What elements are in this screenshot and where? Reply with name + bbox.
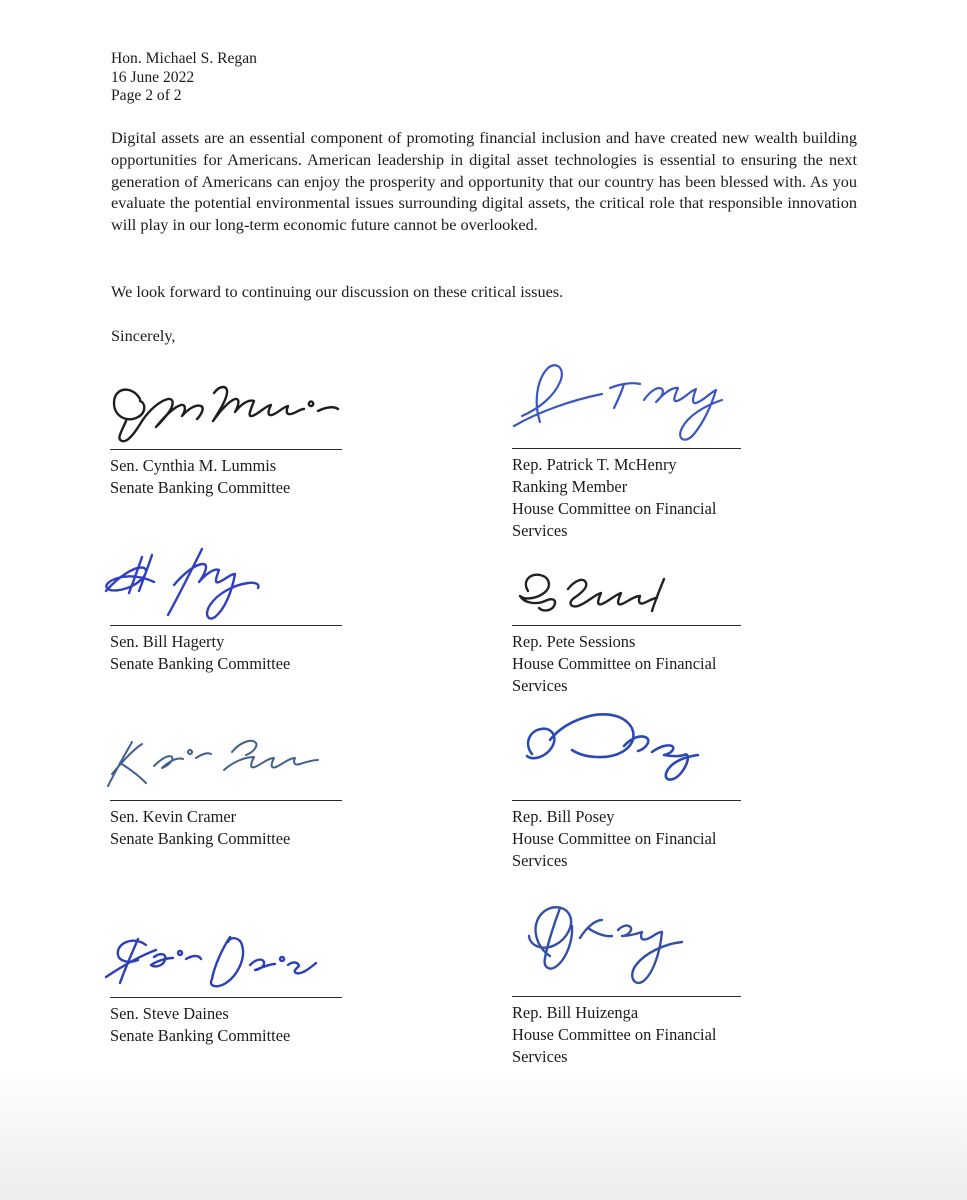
signature-line	[110, 800, 342, 801]
valediction: Sincerely,	[111, 326, 176, 345]
page-number: Page 2 of 2	[111, 87, 182, 105]
closing-paragraph: We look forward to continuing our discussion on these critical issues.	[111, 282, 564, 301]
signature-cynthia-lummis	[106, 373, 344, 447]
signer-name: Sen. Bill Hagerty	[110, 631, 225, 651]
signature-block-huizenga	[512, 996, 741, 1068]
signature-block-sessions	[512, 625, 741, 697]
letter-header	[111, 50, 257, 106]
signer-title: Senate Banking Committee	[110, 477, 291, 497]
signature-block-cramer	[110, 800, 342, 850]
signer-name: Sen. Kevin Cramer	[110, 806, 237, 826]
signature-block-daines	[110, 997, 342, 1047]
recipient-name: Hon. Michael S. Regan	[111, 50, 257, 67]
signer-title: Senate Banking Committee	[110, 1025, 291, 1045]
signer-title: House Committee on Financial Services	[512, 828, 717, 871]
signer-title: House Committee on Financial Services	[512, 653, 717, 696]
signature-block-lummis	[110, 449, 342, 499]
body-paragraph: Digital assets are an essential component of promoting financial inclusion and have created new wealth building opportunities for Americans. American leadership in digital asset technologies is essential to ensuring the next generation of Americans can enjoy the prosperity and opportunity that our country has been blessed with. As you evaluate the potential environmental issues surrounding digital assets, the critical role that responsible innovation will play in our long-term economic future cannot be overlooked.	[111, 128, 857, 235]
signature-block-posey	[512, 800, 741, 872]
signature-line	[512, 625, 741, 626]
signature-kevin-cramer	[104, 732, 322, 792]
signature-patrick-mchenry	[510, 360, 728, 452]
signer-name: Rep. Pete Sessions	[512, 631, 636, 651]
signature-pete-sessions	[512, 569, 677, 617]
signer-name: Sen. Cynthia M. Lummis	[110, 455, 277, 475]
signature-line	[110, 997, 342, 998]
signer-name: Rep. Bill Huizenga	[512, 1002, 639, 1022]
signature-block-hagerty	[110, 625, 342, 675]
signature-steve-daines	[102, 931, 326, 991]
signature-bill-hagerty	[102, 541, 297, 631]
signer-name: Rep. Bill Posey	[512, 806, 615, 826]
signature-line	[512, 996, 741, 997]
signature-bill-posey	[512, 708, 710, 798]
signature-line	[110, 449, 342, 450]
signer-title: Senate Banking Committee	[110, 828, 291, 848]
signer-name: Rep. Patrick T. McHenry	[512, 454, 677, 474]
signer-name: Sen. Steve Daines	[110, 1003, 229, 1023]
signature-bill-huizenga	[514, 898, 712, 992]
signature-block-mchenry	[512, 448, 741, 543]
signer-title: Senate Banking Committee	[110, 653, 291, 673]
signer-title: House Committee on Financial Services	[512, 1024, 717, 1067]
signer-title: Ranking Member	[512, 476, 628, 496]
signature-line	[512, 800, 741, 801]
letter-date: 16 June 2022	[111, 68, 195, 86]
signer-committee: House Committee on Financial Services	[512, 499, 717, 541]
